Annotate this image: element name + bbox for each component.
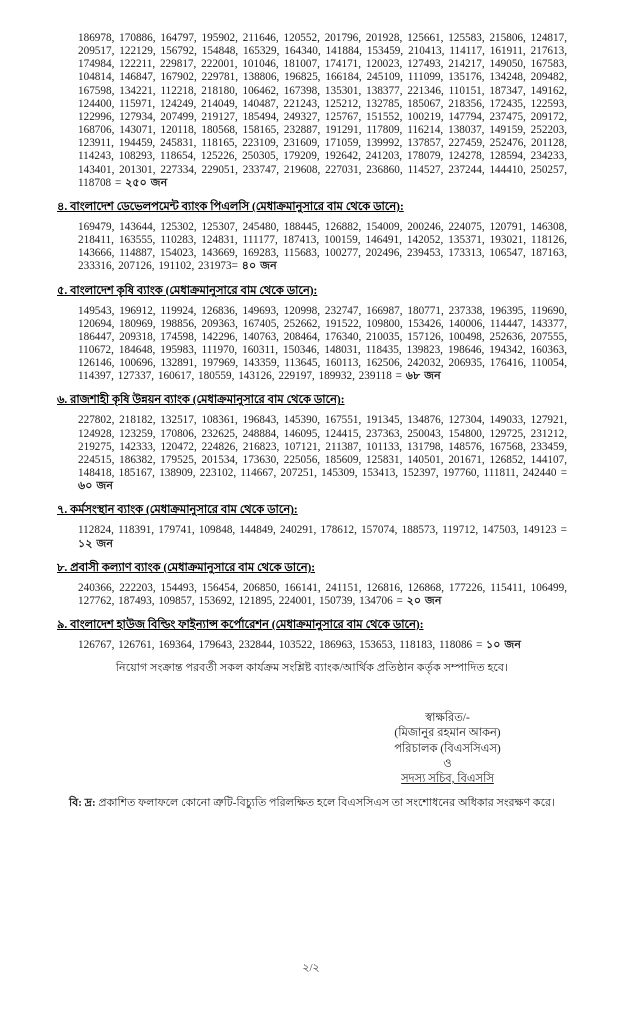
- signature-block: [340, 711, 555, 787]
- roll-numbers: [78, 639, 567, 652]
- section-bank-7: [57, 501, 567, 550]
- equals-sign: =: [472, 639, 487, 651]
- section-bank-8: [57, 559, 567, 608]
- candidate-count: ২৫০ জন: [125, 176, 168, 189]
- conjunction: ও: [443, 757, 452, 770]
- section-heading: ৪. বাংলাদেশ ডেভেলপমেন্ট ব্যাংক পিএলসি (মেধাক্রমানুসারে বাম থেকে ডানে):: [57, 200, 404, 213]
- roll-number-list: 186978, 170886, 164797, 195902, 211646, 120552, 201796, 201928, 125661, 125583, 215806, 124817, 209517, 122129, 156792, 154848, 165329, 164340, 141884, 153459, 210413, 114117, 161911, 217613, 174984, 122211, 229817, 222001, 101046, 181007, 174171, 120023, 127493, 214217, 149050, 167583, 104814, 146847, 167902, 229781, 138806, 196825, 166184, 245109, 111099, 135176, 134248, 209482, 167598, 134221, 112218, 218180, 106462, 167398, 135301, 138377, 221346, 110151, 187347, 149162, 124400, 115971, 124249, 214049, 140487, 221243, 125212, 132785, 185067, 218356, 172435, 122593, 122996, 127934, 207499, 219127, 185494, 249327, 125767, 151552, 100219, 147794, 237475, 209172, 168706, 143071, 120118, 180568, 158165, 232887, 191291, 117809, 116214, 138037, 149159, 252203, 123911, 194459, 245831, 118165, 223109, 231609, 171059, 139992, 137857, 227459, 252476, 201128, 114243, 108293, 118654, 125226, 250305, 179209, 192642, 241203, 178079, 124278, 128594, 234233, 143401, 201301, 227334, 229051, 233747, 219608, 227031, 236860, 114527, 237244, 144410, 250257, 118708: [78, 32, 567, 189]
- signatory-title: পরিচালক (বিএসসিএস): [394, 742, 501, 755]
- roll-number-list: 149543, 196912, 119924, 126836, 149693, 120998, 232747, 166987, 180771, 237338, 196395, 119690, 120694, 180969, 198856, 209363, 167405, 252662, 191522, 109800, 153426, 140006, 114447, 143377, 186447, 209318, 174598, 142296, 140763, 208464, 176340, 210035, 157126, 100498, 252636, 207555, 110672, 184648, 195983, 111970, 160311, 150346, 148031, 118435, 139823, 198646, 194342, 160363, 126146, 100696, 132891, 197969, 143359, 113645, 160113, 162506, 242032, 206935, 176416, 110054, 114397, 127337, 160617, 180559, 143126, 229197, 189932, 239118: [78, 304, 567, 383]
- equals-sign: =: [556, 467, 567, 480]
- roll-number-list: 227802, 218182, 132517, 108361, 196843, 145390, 167551, 191345, 134876, 127304, 149033, 127921, 124928, 123259, 170806, 232625, 248884, 146095, 124415, 237363, 250043, 154800, 129725, 231212, 219275, 142333, 120472, 224826, 216823, 107121, 211387, 101133, 131798, 148576, 167568, 233459, 224515, 186382, 179525, 201534, 173630, 225056, 185609, 125831, 140501, 201671, 126852, 144107, 148418, 185167, 138909, 223102, 114667, 207251, 145309, 153413, 152397, 197760, 111811, 242440: [78, 414, 567, 480]
- candidate-count: ১০ জন: [486, 639, 522, 651]
- candidate-count: ১২ জন: [78, 537, 114, 550]
- section-bank-4: [57, 198, 567, 274]
- document-content: [57, 32, 567, 813]
- section-heading: ৬. রাজশাহী কৃষি উন্নয়ন ব্যাংক (মেধাক্রমানুসারে বাম থেকে ডানে):: [57, 394, 345, 407]
- roll-numbers: [78, 414, 567, 493]
- roll-number-list: 112824, 118391, 179741, 109848, 144849, 240291, 178612, 157074, 188573, 119712, 147503, 149123: [78, 524, 557, 537]
- roll-numbers: [78, 32, 567, 190]
- footnote-text: প্রকাশিত ফলাফলে কোনো ত্রুটি-বিচ্যুতি পরিলক্ষিত হলে বিএসসিএস তা সংশোধনের অধিকার সংরক্ষণ করে।: [95, 797, 556, 810]
- section-bank-9: [57, 616, 567, 652]
- signed-label: স্বাক্ষরিত/-: [425, 712, 470, 725]
- candidate-count: ৬৮ জন: [405, 370, 441, 383]
- roll-number-list: 240366, 222203, 154493, 156454, 206850, 166141, 241151, 126816, 126868, 177226, 115411, 106499, 127762, 187493, 109857, 153692, 121895, 224001, 150739, 134706: [78, 581, 567, 607]
- roll-numbers: [78, 305, 567, 384]
- candidate-count: ২০ জন: [406, 594, 442, 607]
- section-bank-5: [57, 282, 567, 384]
- equals-sign: =: [392, 594, 407, 607]
- section-heading: ৫. বাংলাদেশ কৃষি ব্যাংক (মেধাক্রমানুসারে বাম থেকে ডানে):: [57, 284, 318, 297]
- footnote-label: বি: দ্র:: [68, 797, 96, 810]
- roll-numbers: [78, 582, 567, 608]
- roll-number-list: 169479, 143644, 125302, 125307, 245480, 188445, 126882, 154009, 200246, 224075, 120791, 146308, 218411, 163555, 110283, 124831, 111177, 187413, 100159, 146491, 142052, 135371, 193021, 118126, 143666, 114887, 154023, 143669, 169283, 115683, 100277, 202496, 239453, 173313, 106547, 187163, 233316, 207126, 191102, 231973: [78, 220, 567, 273]
- closing-note: নিয়োগ সংক্রান্ত পরবর্তী সকল কার্যক্রম সংশ্লিষ্ট ব্যাংক/আর্থিক প্রতিষ্ঠান কর্তৃক সম্পাদিত হবে।: [115, 662, 509, 675]
- equals-sign: =: [111, 176, 126, 189]
- page-number: ২/২: [302, 962, 320, 974]
- section-heading: ৯. বাংলাদেশ হাউজ বিল্ডিং ফাইন্যান্স কর্পোরেশন (মেধাক্রমানুসারে বাম থেকে ডানে):: [57, 619, 424, 631]
- signatory-designation: সদস্য সচিব, বিএসসি: [401, 772, 494, 785]
- equals-sign: =: [391, 370, 406, 383]
- candidate-count: ৪০ জন: [241, 260, 277, 273]
- section-bank-6: [57, 391, 567, 493]
- section-heading: ৭. কর্মসংস্থান ব্যাংক (মেধাক্রমানুসারে বাম থেকে ডানে):: [57, 504, 298, 517]
- roll-number-list: 126767, 126761, 169364, 179643, 232844, 103522, 186963, 153653, 118183, 118086: [78, 639, 473, 651]
- section-heading: ৮. প্রবাসী কল্যাণ ব্যাংক (মেধাক্রমানুসারে বাম থেকে ডানে):: [57, 561, 316, 574]
- signatory-name: (মিজানুর রহমান আকন): [394, 727, 501, 740]
- candidate-count: ৬০ জন: [78, 480, 114, 493]
- roll-numbers: [78, 221, 567, 274]
- footnote: [57, 794, 567, 813]
- roll-numbers: [78, 524, 567, 550]
- continuation-block: [57, 32, 567, 190]
- equals-sign: =: [231, 260, 242, 273]
- equals-sign: =: [556, 524, 567, 537]
